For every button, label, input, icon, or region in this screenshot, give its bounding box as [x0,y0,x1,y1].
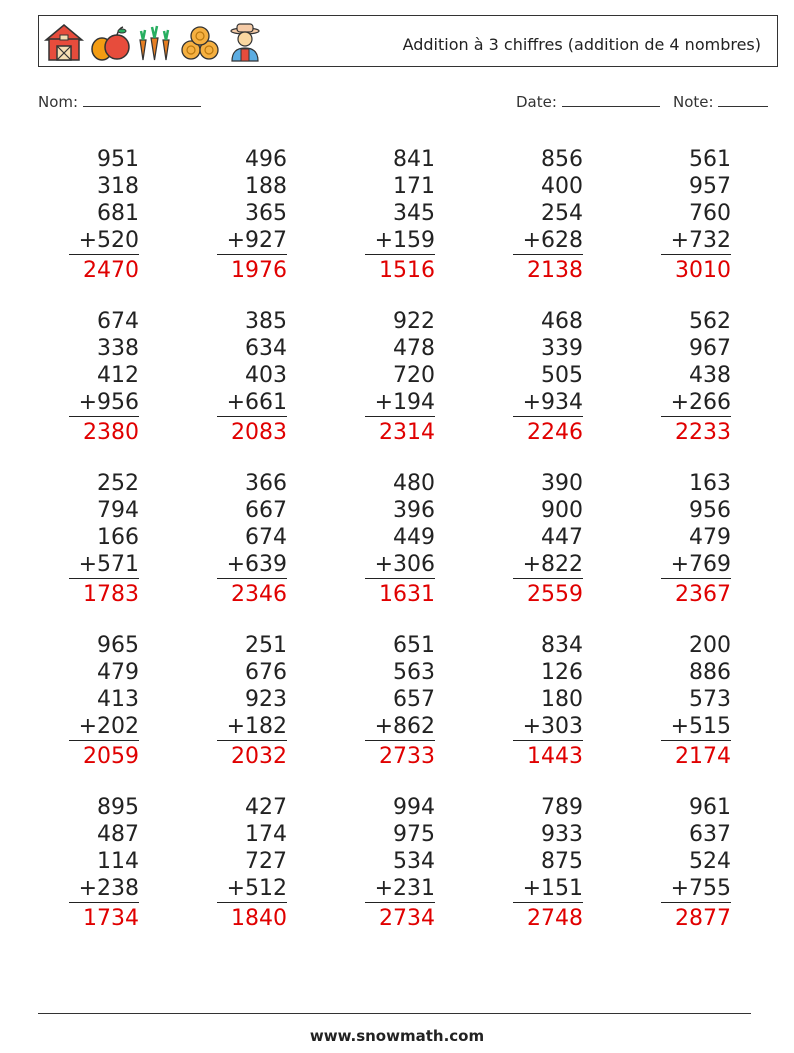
addition-problem [365,146,435,284]
addend: 956 [689,498,731,523]
addend: 496 [245,147,287,172]
addend: 479 [97,660,139,685]
addend: 403 [245,363,287,388]
answer: 1783 [83,582,139,607]
addition-problem [365,794,435,932]
addition-problem [513,146,583,284]
addend: 396 [393,498,435,523]
addend: 400 [541,174,583,199]
addend: 933 [541,822,583,847]
addend: 413 [97,687,139,712]
addend: 318 [97,174,139,199]
addend-with-plus: +934 [513,389,583,417]
addend: 505 [541,363,583,388]
addend: 345 [393,201,435,226]
addend-with-plus: +628 [513,227,583,255]
addend-with-plus: +512 [217,875,287,903]
addend: 171 [393,174,435,199]
addend-with-plus: +862 [365,713,435,741]
addition-problem [661,794,731,932]
addition-problem [69,308,139,446]
addend: 163 [689,471,731,496]
addend: 427 [245,795,287,820]
addend-with-plus: +515 [661,713,731,741]
addend-with-plus: +238 [69,875,139,903]
addend: 412 [97,363,139,388]
addend: 180 [541,687,583,712]
name-label: Nom: [38,93,79,111]
answer: 1734 [83,906,139,931]
farmer-icon [225,22,265,62]
addend: 875 [541,849,583,874]
answer: 2059 [83,744,139,769]
addend: 524 [689,849,731,874]
grade-field [673,93,768,111]
addend: 951 [97,147,139,172]
addend: 965 [97,633,139,658]
addend: 923 [245,687,287,712]
answer: 2083 [231,420,287,445]
addition-problem [661,146,731,284]
addend: 390 [541,471,583,496]
addition-problem [365,470,435,608]
answer: 2559 [527,582,583,607]
answer: 2877 [675,906,731,931]
answer: 1443 [527,744,583,769]
footer-divider [38,1013,751,1014]
addition-problem [217,146,287,284]
addend: 365 [245,201,287,226]
date-line [562,94,660,107]
addend: 447 [541,525,583,550]
addend-with-plus: +202 [69,713,139,741]
addition-problem [513,632,583,770]
addend: 967 [689,336,731,361]
addend: 174 [245,822,287,847]
worksheet-title: Addition à 3 chiffres (addition de 4 nombres) [402,35,761,54]
answer: 2233 [675,420,731,445]
addend: 479 [689,525,731,550]
addend: 895 [97,795,139,820]
addition-problem [661,308,731,446]
answer: 2246 [527,420,583,445]
addend: 339 [541,336,583,361]
addend-with-plus: +231 [365,875,435,903]
addition-problem [69,146,139,284]
answer: 2314 [379,420,435,445]
addend: 188 [245,174,287,199]
addend-with-plus: +151 [513,875,583,903]
addend: 573 [689,687,731,712]
addend: 438 [689,363,731,388]
addend-with-plus: +194 [365,389,435,417]
answer: 2380 [83,420,139,445]
answer: 3010 [675,258,731,283]
answer: 2032 [231,744,287,769]
addition-problem [217,632,287,770]
answer: 1976 [231,258,287,283]
answer: 2470 [83,258,139,283]
addend: 468 [541,309,583,334]
addend: 676 [245,660,287,685]
grade-line [718,94,768,107]
addend: 166 [97,525,139,550]
addend: 563 [393,660,435,685]
addend-with-plus: +732 [661,227,731,255]
addition-problem [365,308,435,446]
addend: 789 [541,795,583,820]
answer: 2367 [675,582,731,607]
answer: 2733 [379,744,435,769]
answer: 1840 [231,906,287,931]
addend: 886 [689,660,731,685]
addition-problem [661,632,731,770]
answer: 1631 [379,582,435,607]
addend: 534 [393,849,435,874]
addend: 720 [393,363,435,388]
addend-with-plus: +266 [661,389,731,417]
addend-with-plus: +571 [69,551,139,579]
header-icons [43,22,265,62]
addend: 254 [541,201,583,226]
addend: 478 [393,336,435,361]
answer: 2138 [527,258,583,283]
addend-with-plus: +520 [69,227,139,255]
addend: 385 [245,309,287,334]
addend: 994 [393,795,435,820]
fruit-icon [89,22,131,62]
addend: 126 [541,660,583,685]
addend: 727 [245,849,287,874]
addend: 667 [245,498,287,523]
addend: 674 [245,525,287,550]
answer: 1516 [379,258,435,283]
addend: 760 [689,201,731,226]
addend: 961 [689,795,731,820]
addition-problem [217,794,287,932]
addend: 975 [393,822,435,847]
addition-problem [661,470,731,608]
barn-icon [43,22,85,62]
name-field [38,93,201,111]
addend: 338 [97,336,139,361]
addend: 834 [541,633,583,658]
addend: 681 [97,201,139,226]
addend: 487 [97,822,139,847]
answer: 2346 [231,582,287,607]
addition-problem [69,632,139,770]
addend: 561 [689,147,731,172]
addend-with-plus: +769 [661,551,731,579]
addend-with-plus: +956 [69,389,139,417]
addend: 957 [689,174,731,199]
addend-with-plus: +306 [365,551,435,579]
addend: 900 [541,498,583,523]
addend-with-plus: +661 [217,389,287,417]
addend: 449 [393,525,435,550]
addend-with-plus: +182 [217,713,287,741]
addend: 114 [97,849,139,874]
hay-bales-icon [179,22,221,62]
addend-with-plus: +755 [661,875,731,903]
carrots-icon [135,22,175,62]
answer: 2748 [527,906,583,931]
addend: 634 [245,336,287,361]
addition-problem [69,794,139,932]
addition-problem [217,470,287,608]
addend-with-plus: +159 [365,227,435,255]
addend: 480 [393,471,435,496]
addition-problem [69,470,139,608]
addend: 651 [393,633,435,658]
grade-label: Note: [673,93,714,111]
addend: 637 [689,822,731,847]
addend-with-plus: +303 [513,713,583,741]
addition-problem [513,470,583,608]
footer-site: www.snowmath.com [309,1027,485,1045]
addend: 674 [97,309,139,334]
answer: 2734 [379,906,435,931]
addition-problem [365,632,435,770]
addition-problem [513,794,583,932]
addend: 562 [689,309,731,334]
addend-with-plus: +639 [217,551,287,579]
addend: 794 [97,498,139,523]
addend: 922 [393,309,435,334]
name-line [83,94,201,107]
header-box [38,15,778,67]
addend-with-plus: +927 [217,227,287,255]
addition-problem [217,308,287,446]
addend: 252 [97,471,139,496]
addend: 366 [245,471,287,496]
addend: 200 [689,633,731,658]
addend-with-plus: +822 [513,551,583,579]
date-label: Date: [516,93,557,111]
addend: 841 [393,147,435,172]
answer: 2174 [675,744,731,769]
addend: 856 [541,147,583,172]
addend: 251 [245,633,287,658]
addition-problem [513,308,583,446]
date-field [516,93,660,111]
addend: 657 [393,687,435,712]
